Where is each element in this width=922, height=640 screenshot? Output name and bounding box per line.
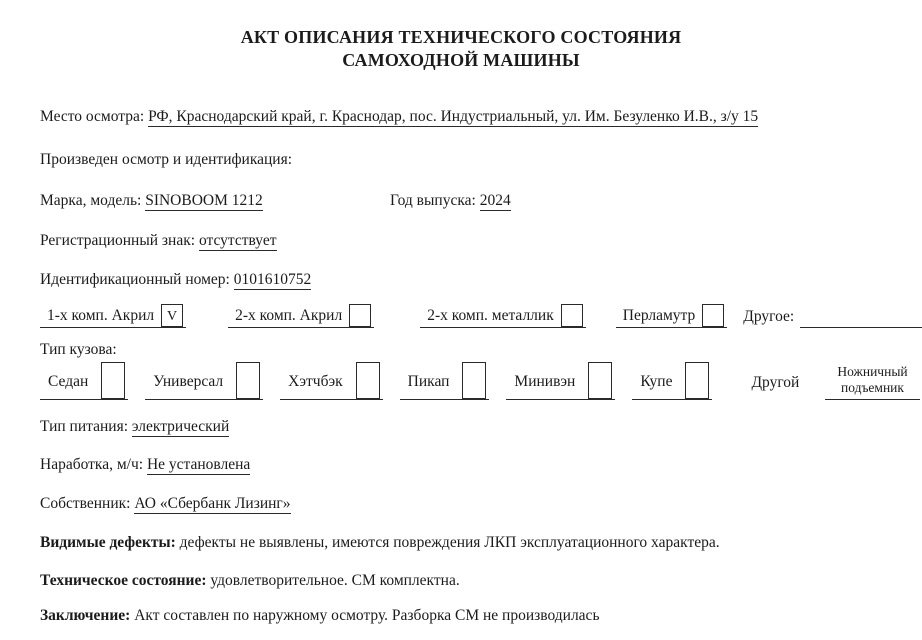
- body-type-checkbox-hatchback[interactable]: [356, 362, 380, 399]
- paint-checkbox-metallic-2k[interactable]: [561, 304, 583, 327]
- body-type-other-value-line2: подъемник: [840, 380, 904, 395]
- summary-condition-label: Техническое состояние:: [40, 572, 207, 589]
- paint-option-acrylic-1k: [40, 304, 186, 328]
- body-type-checkbox-wagon[interactable]: [236, 362, 260, 399]
- body-type-option-pickup: [400, 356, 490, 400]
- summary-condition-value: удовлетворительное. СМ комплектна.: [210, 572, 460, 589]
- field-operating-hours: [40, 456, 882, 474]
- field-vin-value: 0101610752: [233, 271, 312, 288]
- body-type-row: [40, 356, 908, 400]
- paint-other-blank-line[interactable]: [800, 309, 922, 328]
- field-make-label: Марка, модель:: [40, 192, 142, 209]
- field-reg-plate-value: отсутствует: [198, 232, 277, 249]
- field-year-label: Год выпуска:: [390, 192, 476, 209]
- summary-conclusion-label: Заключение:: [40, 607, 131, 624]
- body-type-option-hatchback: [280, 356, 383, 400]
- field-power-type-label: Тип питания:: [40, 418, 129, 435]
- field-owner: [40, 495, 882, 513]
- inspection-intro: Произведен осмотр и идентификация:: [40, 151, 293, 168]
- field-make-value: SINOBOOM 1212: [145, 192, 263, 209]
- summary-condition: [40, 572, 882, 590]
- body-type-option-label: Минивэн: [514, 373, 576, 390]
- field-reg-plate-label: Регистрационный знак:: [40, 232, 196, 249]
- field-place-value: РФ, Краснодарский край, г. Краснодар, пос. Индустриальный, ул. Им. Безуленко И.В., з/у 15: [148, 108, 759, 125]
- field-year: [390, 192, 511, 210]
- paint-checkbox-pearl[interactable]: [702, 304, 724, 327]
- field-reg-plate: [40, 232, 882, 250]
- paint-option-label: Перламутр: [622, 307, 696, 324]
- paint-other-label: Другое:: [743, 308, 795, 325]
- body-type-option-wagon: [145, 356, 263, 400]
- field-place-label: Место осмотра:: [40, 108, 145, 125]
- paint-option-label: 2-х комп. Акрил: [235, 307, 343, 324]
- summary-defects: [40, 534, 882, 552]
- document-title: [0, 26, 922, 72]
- field-owner-value: АО «Сбербанк Лизинг»: [134, 495, 291, 512]
- body-type-other-label: Другой: [751, 374, 800, 391]
- paint-checkbox-acrylic-1k[interactable]: V: [161, 304, 183, 327]
- field-make-year-row: [40, 192, 922, 210]
- body-type-option-label: Универсал: [153, 373, 224, 390]
- body-type-option-minivan: [506, 356, 615, 400]
- body-type-option-label: Хэтчбэк: [288, 373, 343, 390]
- body-type-checkbox-sedan[interactable]: [101, 362, 125, 399]
- body-type-other-value: [825, 364, 919, 400]
- field-power-type-value: электрический: [131, 418, 230, 435]
- field-power-type: [40, 418, 882, 436]
- field-vin-label: Идентификационный номер:: [40, 271, 230, 288]
- paint-option-label: 1-х комп. Акрил: [47, 307, 155, 324]
- document-title-line2: САМОХОДНОЙ МАШИНЫ: [342, 50, 580, 70]
- body-type-label: Тип кузова:: [40, 341, 117, 358]
- summary-defects-value: дефекты не выявлены, имеются повреждения ЛКП эксплуатационного характера.: [179, 534, 720, 551]
- body-type-checkbox-minivan[interactable]: [588, 362, 612, 399]
- body-type-checkbox-coupe[interactable]: [685, 362, 709, 399]
- paint-option-pearl: [616, 304, 728, 328]
- paint-option-metallic-2k: [420, 304, 586, 328]
- body-type-checkbox-pickup[interactable]: [462, 362, 486, 399]
- body-type-option-label: Пикап: [407, 373, 450, 390]
- field-owner-label: Собственник:: [40, 495, 131, 512]
- paint-option-label: 2-х комп. металлик: [427, 307, 554, 324]
- body-type-option-coupe: [632, 356, 712, 400]
- paint-checkbox-acrylic-2k[interactable]: [349, 304, 371, 327]
- field-operating-hours-label: Наработка, м/ч:: [40, 456, 144, 473]
- body-type-option-label: Купе: [640, 373, 673, 390]
- field-year-value: 2024: [479, 192, 511, 209]
- summary-conclusion: [40, 607, 882, 625]
- body-type-other-value-line1: Ножничный: [837, 364, 908, 379]
- field-operating-hours-value: Не установлена: [146, 456, 251, 473]
- field-place: [40, 108, 882, 126]
- summary-defects-label: Видимые дефекты:: [40, 534, 176, 551]
- document-title-line1: АКТ ОПИСАНИЯ ТЕХНИЧЕСКОГО СОСТОЯНИЯ: [240, 27, 682, 47]
- summary-conclusion-value: Акт составлен по наружному осмотру. Разборка СМ не производилась: [134, 607, 600, 624]
- body-type-option-label: Седан: [48, 373, 89, 390]
- paint-type-row: [40, 304, 882, 328]
- body-type-option-sedan: [40, 356, 128, 400]
- paint-option-acrylic-2k: [228, 304, 374, 328]
- field-vin: [40, 271, 882, 289]
